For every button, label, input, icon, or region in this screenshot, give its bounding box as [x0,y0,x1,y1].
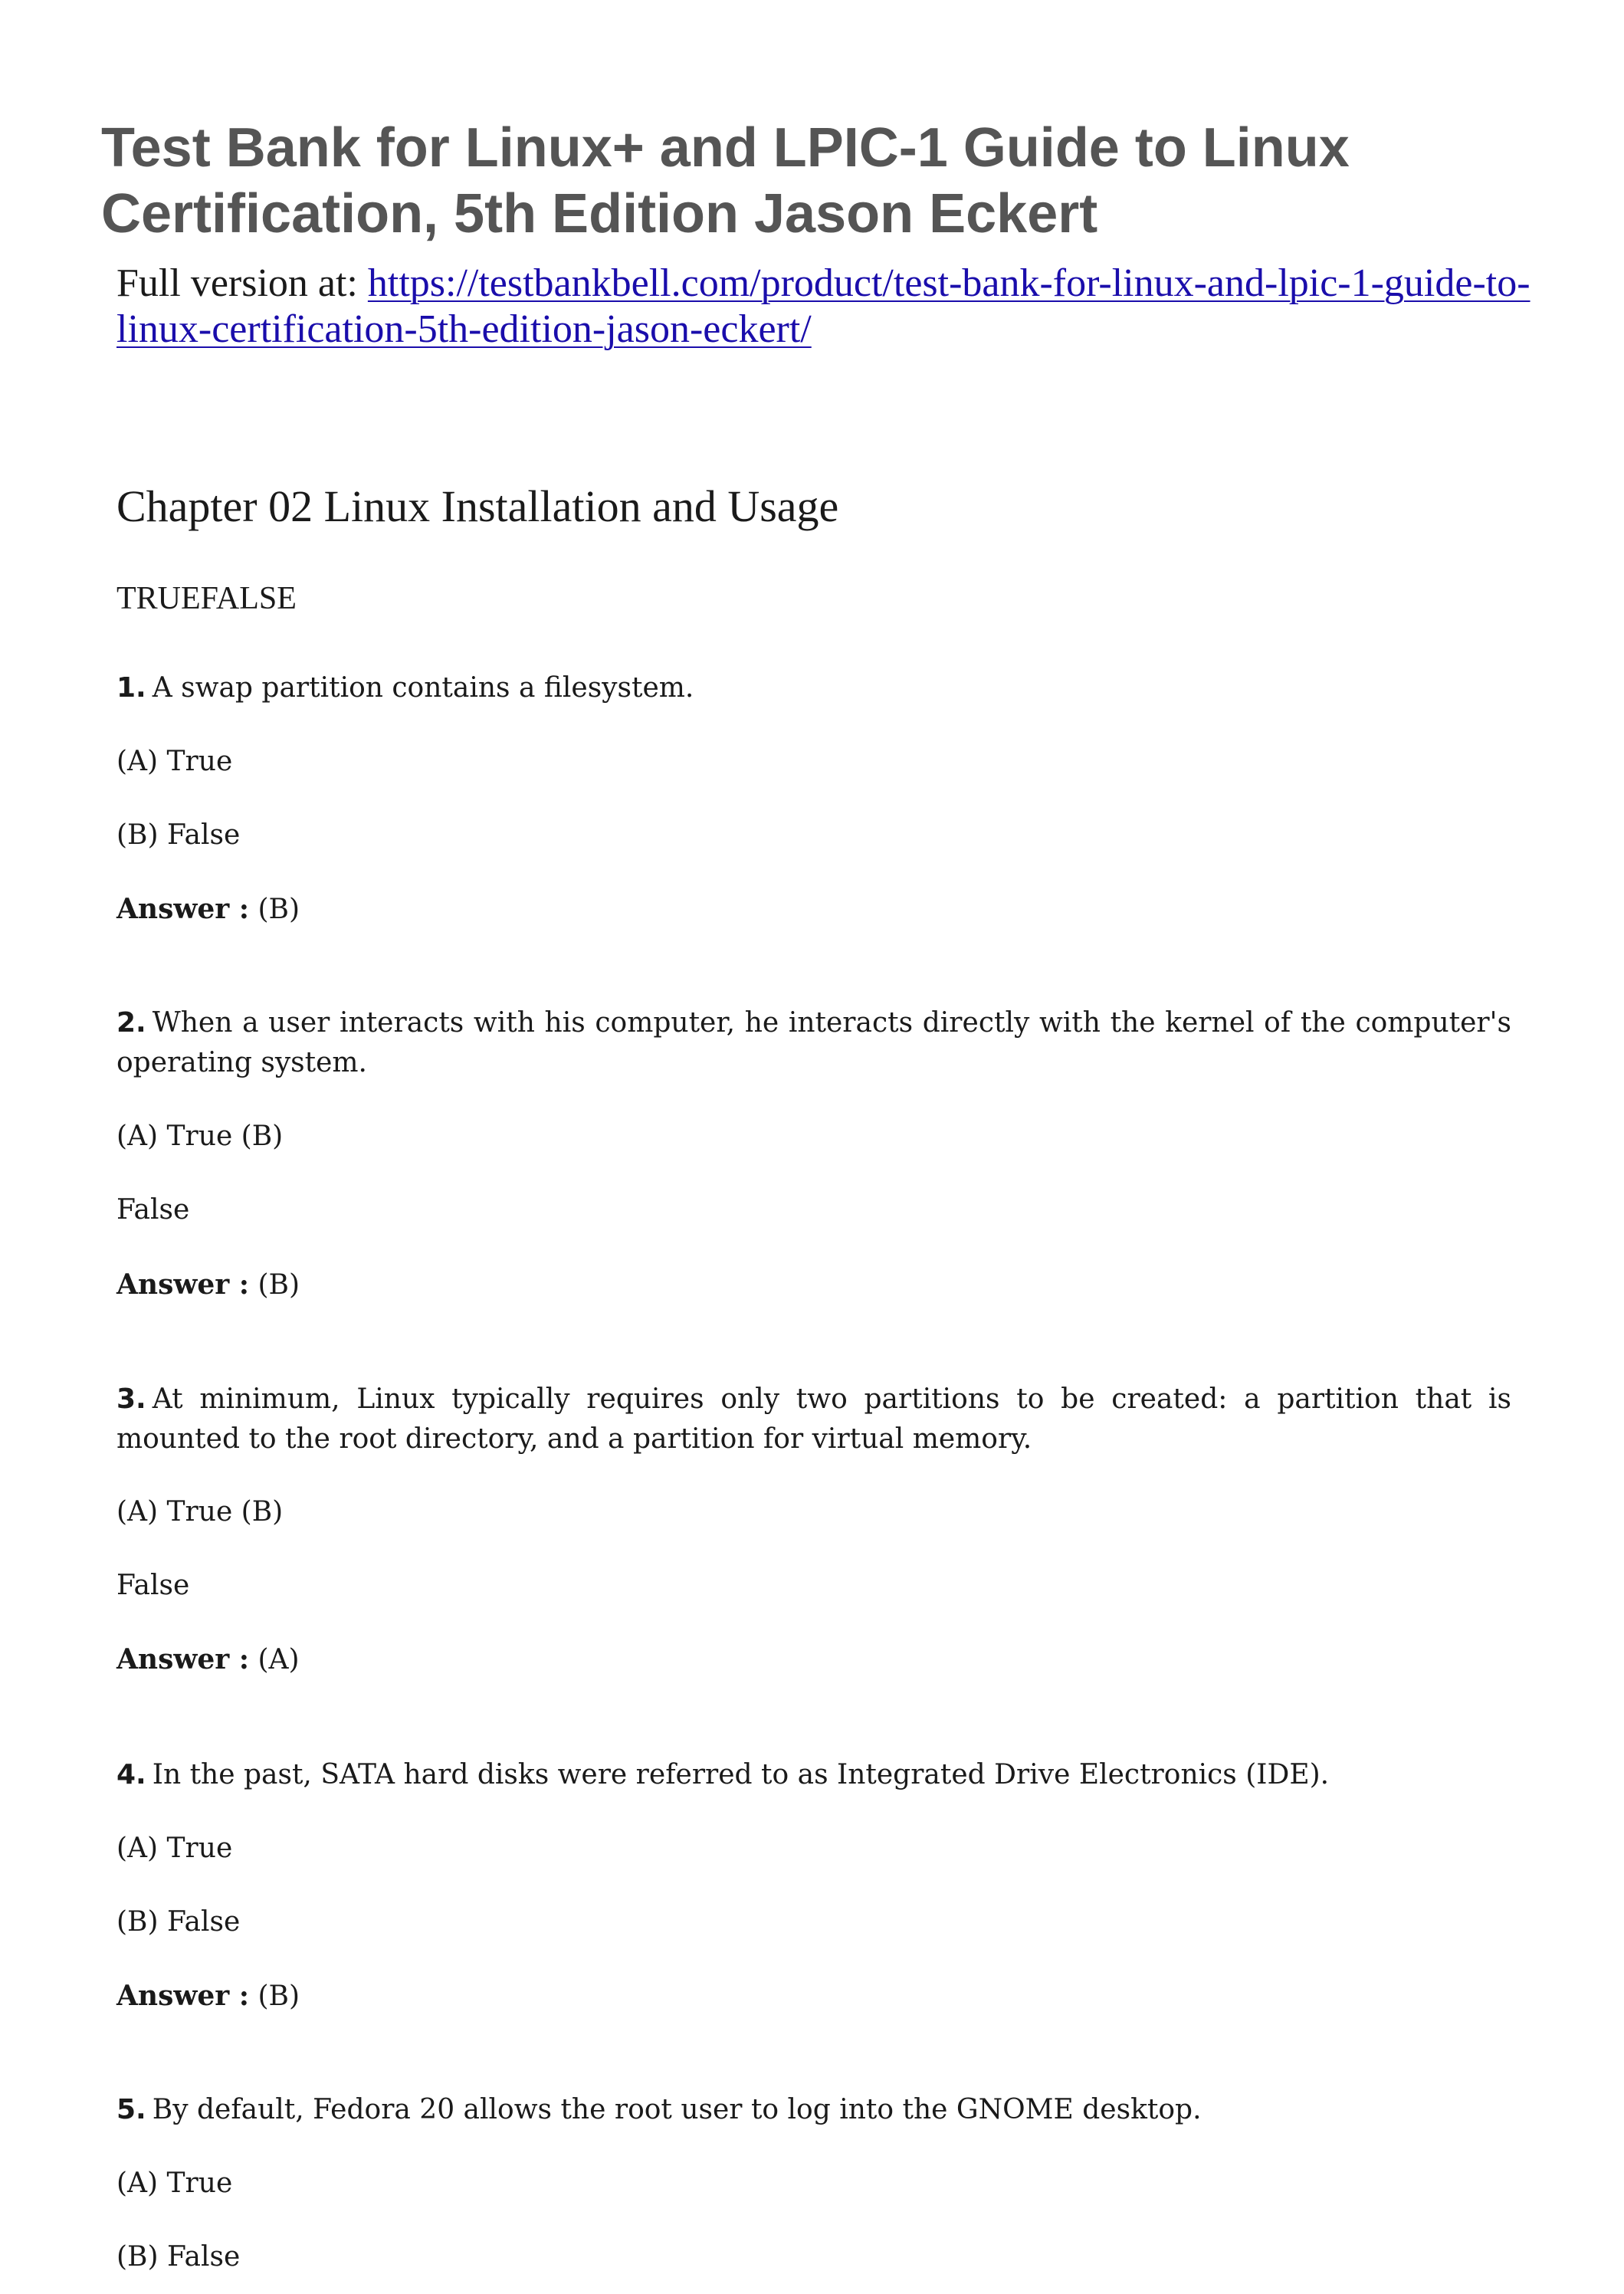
question-2-answer-value: (B) [258,1269,300,1301]
answer-label: Answer : [116,1268,250,1301]
question-1-option-line-1: (A) True [116,746,233,777]
question-2-answer [116,1265,300,1305]
chapter-title: Chapter 02 Linux Installation and Usage [116,481,839,531]
question-3-number: 3. [116,1383,146,1415]
question-1-answer-value: (B) [258,894,300,925]
document-title: Test Bank for Linux+ and LPIC-1 Guide to Linux Certification, 5th Edition Jason Eckert [101,117,1350,244]
question-3-text: At minimum, Linux typically requires only two partitions to be created: a partition that is mounted to the root directory, and a partition for virtual memory. [116,1383,1511,1455]
answer-label: Answer : [116,893,250,925]
question-2-number: 2. [116,1007,146,1039]
full-version-line [116,261,1557,353]
question-3-answer [116,1639,300,1680]
question-1-option-line-2: (B) False [116,819,241,851]
answer-label: Answer : [116,1980,250,2012]
question-2 [116,1003,1511,1083]
question-5-number: 5. [116,2094,146,2125]
question-2-option-line-2: False [116,1194,190,1226]
question-1-answer [116,889,300,930]
question-4-text: In the past, SATA hard disks were referred to as Integrated Drive Electronics (IDE). [152,1759,1330,1790]
question-4-option-line-2: (B) False [116,1906,241,1938]
section-type-label: TRUEFALSE [116,581,297,616]
question-1-number: 1. [116,672,146,704]
full-version-label: Full version at: [116,261,358,305]
question-5-option-line-1: (A) True [116,2168,233,2199]
question-3-answer-value: (A) [258,1644,300,1675]
question-4-number: 4. [116,1759,146,1790]
question-3-option-line-1: (A) True (B) [116,1496,284,1528]
question-4-answer [116,1976,300,2017]
answer-label: Answer : [116,1643,250,1675]
question-5-text: By default, Fedora 20 allows the root user to log into the GNOME desktop. [152,2094,1202,2125]
question-4-answer-value: (B) [258,1981,300,2012]
question-3-option-line-2: False [116,1570,190,1601]
question-5 [116,2090,1511,2130]
question-4 [116,1755,1511,1795]
question-4-option-line-1: (A) True [116,1833,233,1864]
question-2-option-line-1: (A) True (B) [116,1121,284,1152]
question-3 [116,1380,1511,1459]
question-1 [116,668,1511,708]
full-version-link[interactable]: https://testbankbell.com/product/test-bank-for-linux-and-lpic-1-guide-to-linux-certification-5th-edition-jason-eckert/ [116,261,1530,351]
question-1-text: A swap partition contains a filesystem. [152,672,694,704]
question-5-option-line-2: (B) False [116,2241,241,2273]
question-2-text: When a user interacts with his computer, he interacts directly with the kernel of the computer's operating system. [116,1007,1511,1078]
